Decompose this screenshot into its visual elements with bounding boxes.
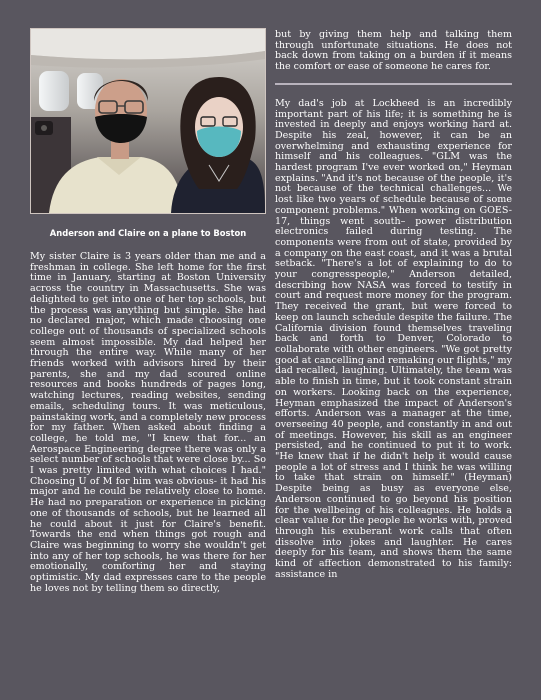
left-column (30, 28, 266, 595)
body-paragraph: My dad's job at Lockheed is an incredibly important part of his life; it is something he is invested in deeply and enjoys working hard at. Despite his zeal, however, it can be an overwhelming and exhausting experience for himself and his colleagues. "GLM was the hardest program I've ever worked on," Heyman explains. "And it's not because of the people, it's not because of the technical challenges... We lost like two years of schedule because of some component problems." When working on GOES-17, things went south– power distribution electronics failed during testing. The components were from out of state, provided by a company on the east coast, and it was a brutal setback. "There's a lot of explaining to do to your congresspeople," Anderson detailed, describing how NASA was forced to testify in court and request more money for the program. They received the grant, but were forced to keep on launch schedule despite the failure. The California division found themselves traveling back and forth to Denver, Colorado to collaborate with other engineers. "We got pretty good at cancelling and remaking our flights," my dad recalled, laughing. Ultimately, the team was able to finish in time, but it took constant strain on workers. Looking back on the experience, Heyman emphasized the impact of Anderson's efforts. Anderson was a manager at the time, overseeing 40 people, and constantly in and out of meetings. However, his skill as an engineer persisted, and he continued to put it to work. "He knew that if he didn't help it would cause people a lot of stress and I think he was willing to take that strain on himself." (Heyman) Despite being as busy as everyone else, Anderson continued to go beyond his position for the wellbeing of his colleagues. He holds a clear value for the people he works with, proved through his exuberant work calls that often dissolve into jokes and laughter. He cares deeply for his team, and shows them the same kind of affection demonstrated to his family: assistance in (275, 97, 512, 580)
body-paragraph: My sister Claire is 3 years older than me and a freshman in college. She left home for the first time in January, starting at Boston University across the country in Massachusetts. She was delighted to get into one of her top schools, but the process was anything but simple. She had no declared major, which made choosing one college out of thousands of specialized schools seem almost impossible. My dad helped her through the entire way. While many of her friends worked with advisors hired by their parents, she and my dad scoured online resources and books hundreds of pages long, watching lectures, reading websites, sending emails, scheduling tours. It was meticulous, painstaking work, and a completely new process for my father. When asked about finding a college, he told me, "I knew that for... an Aerospace Engineering degree there was only a select number of schools that were close by... So I was pretty limited with what choices I had." Choosing U of M for him was obvious- it had his major and he could be relatively close to home. He had no preparation or experience in picking one of thousands of schools, but he learned all he could about it just for Claire's benefit. Towards the end when things got rough and Claire was beginning to worry she wouldn't get into any of her top schools, he was there for her emotionally, comforting her and staying optimistic. My dad expresses care to the people he loves not by telling them so directly, (30, 251, 266, 594)
section-divider (275, 83, 512, 85)
continuation-paragraph: but by giving them help and talking them through unfortunate situations. He does not back down from taking on a burden if it means the comfort or ease of someone he cares for. (275, 29, 512, 73)
photo-anderson-and-claire (30, 28, 266, 214)
right-column (275, 30, 512, 580)
photo-caption: Anderson and Claire on a plane to Boston (49, 228, 247, 238)
photo-illustration (31, 29, 265, 213)
